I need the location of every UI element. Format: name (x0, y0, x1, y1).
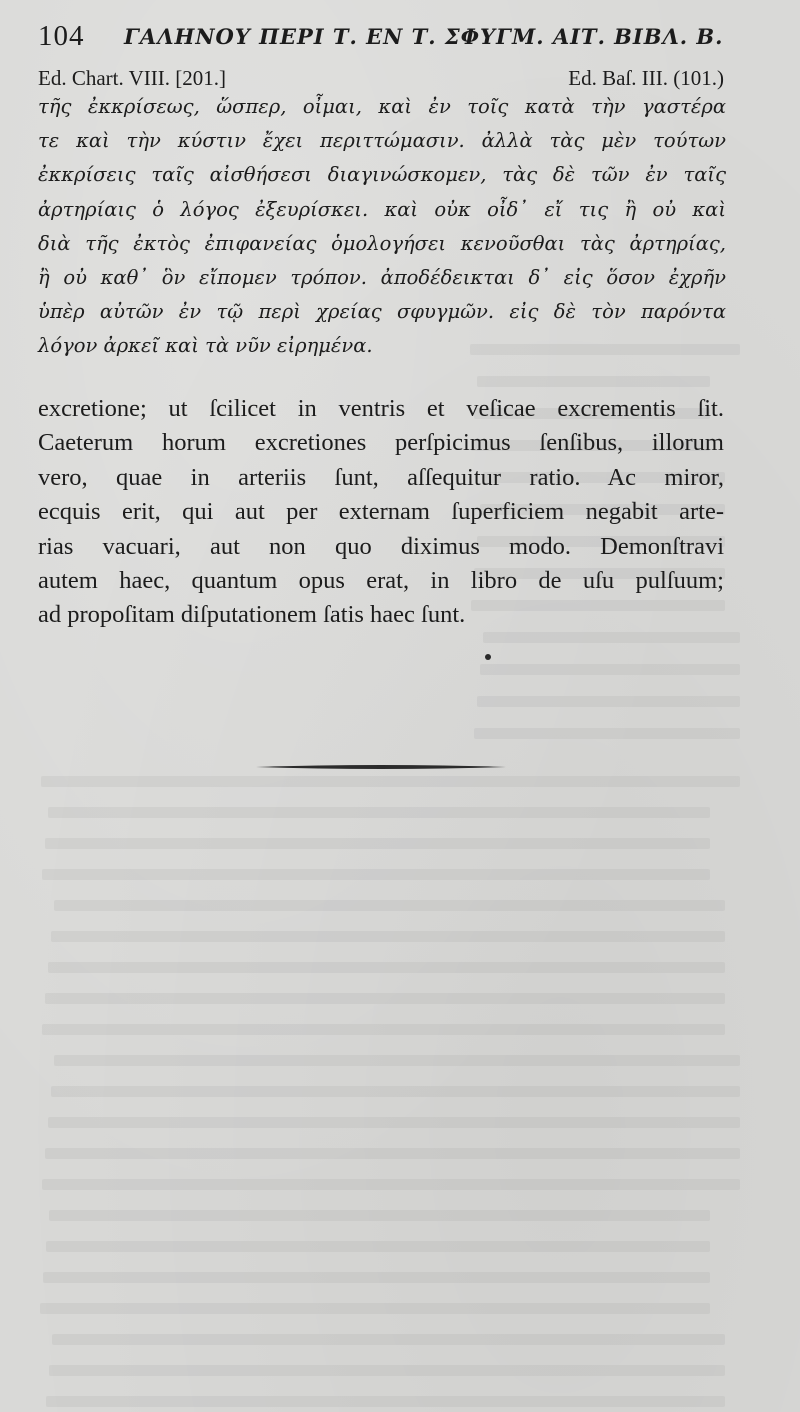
show-through-line (52, 1334, 725, 1345)
greek-text-line: τε καὶ τὴν κύστιν ἔχει περιττώμασιν. ἀλλὰ τὰς μὲν τούτων (38, 129, 726, 153)
page-number: 104 (38, 20, 85, 52)
show-through-line (46, 1241, 710, 1252)
show-through-line (42, 1179, 740, 1190)
latin-text-line: rias vacuari, aut non quo diximus modo. Demonſtravi (38, 532, 724, 560)
show-through-line (41, 776, 740, 787)
show-through-line (48, 962, 725, 973)
show-through-line (45, 838, 710, 849)
latin-text-line: Caeterum horum excretiones perſpicimus ſenſibus, illorum (38, 429, 724, 457)
show-through-line (477, 696, 740, 707)
latin-text-line: autem haec, quantum opus erat, in libro de uſu pulſuum; (38, 567, 724, 595)
show-through-line (43, 1272, 710, 1283)
latin-text-line: vero, quae in arteriis ſunt, aſſequitur ratio. Ac miror, (38, 463, 724, 491)
greek-text-line: τῆς ἐκκρίσεως, ὥσπερ, οἶμαι, καὶ ἐν τοῖς κατὰ τὴν γαστέρα (38, 95, 726, 118)
greek-text-block (38, 90, 726, 364)
show-through-line (49, 1365, 725, 1376)
running-head (38, 18, 724, 58)
edition-reference-left: Ed. Chart. VIII. [201.] (38, 66, 226, 90)
greek-text-line: ἀρτηρίαις ὁ λόγος ἐξευρίσκει. καὶ οὐκ οἶδ᾽ εἴ τις ἢ οὐ καὶ (38, 197, 726, 221)
show-through-line (51, 931, 725, 942)
show-through-line (51, 1086, 740, 1097)
greek-text-line: διὰ τῆς ἐκτὸς ἐπιφανείας ὁμολογήσει κενοῦσθαι τὰς ἀρτηρίας, (38, 231, 726, 255)
ink-dot (485, 654, 491, 660)
show-through-line (474, 728, 740, 739)
show-through-line (40, 1303, 710, 1314)
latin-text-block (38, 392, 724, 633)
show-through-line (483, 632, 740, 643)
greek-text-line: ἐκκρίσεις ταῖς αἰσθήσεσι διαγινώσκομεν, τὰς δὲ τῶν ἐν ταῖς (38, 163, 726, 187)
show-through-line (45, 1148, 740, 1159)
latin-text-line: ad propoſitam diſputationem ſatis haec ſunt. (38, 601, 466, 629)
show-through-line (49, 1210, 710, 1221)
show-through-line (477, 376, 710, 387)
greek-text-line: ἢ οὐ καθ᾽ ὃν εἴπομεν τρόπον. ἀποδέδεικται δ᾽ εἰς ὅσον ἐχρῆν (38, 266, 726, 290)
edition-reference-right: Ed. Baſ. III. (101.) (568, 66, 724, 90)
greek-text-line: λόγον ἀρκεῖ καὶ τὰ νῦν εἰρημένα. (38, 334, 373, 358)
show-through-line (480, 664, 740, 675)
ornamental-rule (256, 764, 506, 770)
running-title: ΓΑΛΗΝΟΥ ΠΕΡΙ Τ. ΕΝ Τ. ΣΦΥΓΜ. ΑΙΤ. ΒΙΒΛ. Β. (124, 24, 724, 49)
show-through-line (54, 1055, 740, 1066)
show-through-line (42, 1024, 725, 1035)
show-through-line (42, 869, 710, 880)
show-through-line (48, 807, 710, 818)
show-through-line (48, 1117, 740, 1128)
latin-text-line: excretione; ut ſcilicet in ventris et veſicae excrementis ſit. (38, 395, 724, 422)
show-through-line (54, 900, 725, 911)
greek-text-line: ὑπὲρ αὐτῶν ἐν τῷ περὶ χρείας σφυγμῶν. εἰς δὲ τὸν παρόντα (38, 300, 726, 324)
show-through-line (45, 993, 725, 1004)
show-through-line (46, 1396, 725, 1407)
latin-text-line: ecquis erit, qui aut per externam ſuperficiem negabit arte- (38, 498, 724, 526)
